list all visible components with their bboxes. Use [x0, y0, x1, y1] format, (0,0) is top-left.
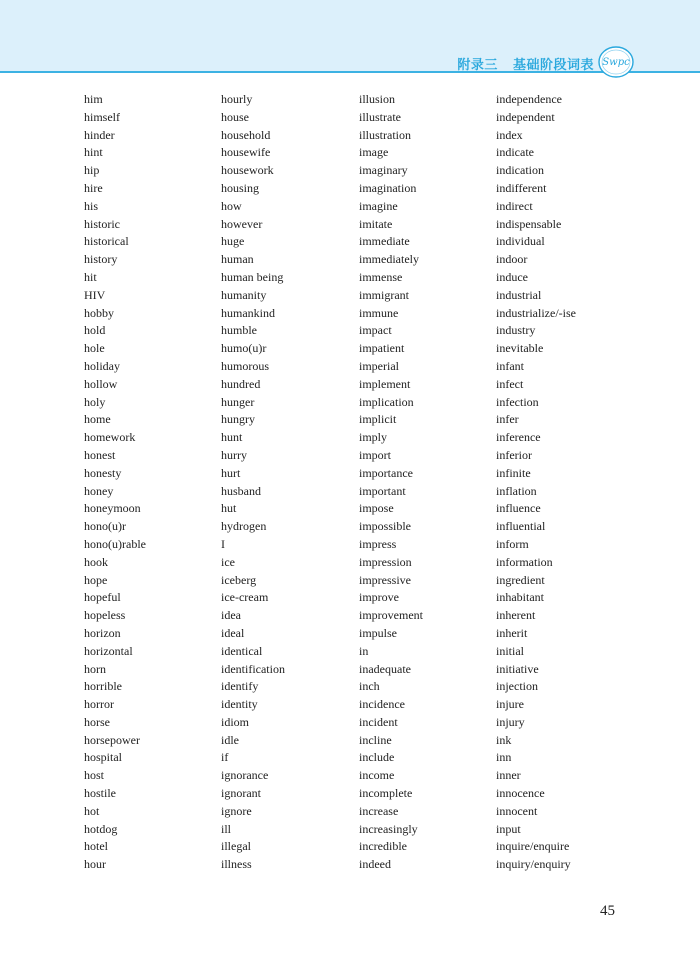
word-entry: indeed: [359, 857, 391, 872]
word-column-2: [221, 91, 285, 874]
word-entry: indispensable: [496, 216, 562, 231]
word-entry: human being: [221, 269, 284, 284]
word-entry: impact: [359, 323, 392, 338]
word-entry: hono(u)rable: [84, 536, 146, 551]
logo-text: Swpc: [602, 57, 630, 68]
word-entry: immediate: [359, 234, 410, 249]
word-entry: influential: [496, 519, 546, 534]
word-entry: identification: [221, 661, 285, 676]
word-entry: impatient: [359, 341, 405, 356]
word-entry: independent: [496, 109, 555, 124]
word-entry: humanity: [221, 287, 267, 302]
word-entry: industrialize/-ise: [496, 305, 576, 320]
word-entry: in: [359, 643, 369, 658]
word-entry: horn: [84, 661, 106, 676]
word-entry: horsepower: [84, 732, 140, 747]
word-entry: implication: [359, 394, 414, 409]
word-entry: ill: [221, 821, 232, 836]
word-entry: ignorance: [221, 768, 269, 783]
word-entry: include: [359, 750, 395, 765]
word-entry: impossible: [359, 519, 412, 534]
word-entry: incident: [359, 714, 398, 729]
word-entry: idea: [221, 608, 241, 623]
word-entry: industrial: [496, 287, 542, 302]
word-entry: hunt: [221, 430, 243, 445]
header-band: [0, 0, 700, 72]
word-entry: implicit: [359, 412, 397, 427]
word-entry: husband: [221, 483, 261, 498]
word-entry: hundred: [221, 376, 261, 391]
word-entry: immediately: [359, 252, 419, 267]
word-entry: inform: [496, 536, 529, 551]
word-entry: implement: [359, 376, 411, 391]
word-entry: humo(u)r: [221, 341, 267, 356]
word-entry: hungry: [221, 412, 255, 427]
word-entry: ideal: [221, 625, 245, 640]
word-entry: input: [496, 821, 521, 836]
word-entry: infant: [496, 358, 524, 373]
word-entry: hydrogen: [221, 519, 267, 534]
word-entry: home: [84, 412, 111, 427]
word-entry: inquiry/enquiry: [496, 857, 571, 872]
word-entry: honesty: [84, 465, 122, 480]
word-entry: idle: [221, 732, 239, 747]
publisher-logo: [597, 45, 635, 79]
word-entry: holiday: [84, 358, 120, 373]
word-entry: hip: [84, 163, 100, 178]
word-entry: hospital: [84, 750, 122, 765]
word-entry: honeymoon: [84, 501, 141, 516]
word-entry: importance: [359, 465, 413, 480]
word-entry: housework: [221, 163, 274, 178]
word-entry: impose: [359, 501, 394, 516]
word-entry: incomplete: [359, 786, 413, 801]
word-entry: huge: [221, 234, 245, 249]
word-entry: innocent: [496, 803, 538, 818]
word-entry: hope: [84, 572, 108, 587]
word-entry: housewife: [221, 145, 271, 160]
word-entry: induce: [496, 269, 528, 284]
word-entry: immense: [359, 269, 403, 284]
word-entry: image: [359, 145, 389, 160]
word-entry: imply: [359, 430, 388, 445]
word-entry: house: [221, 109, 249, 124]
word-entry: import: [359, 447, 391, 462]
word-entry: identical: [221, 643, 263, 658]
word-entry: impress: [359, 536, 397, 551]
word-entry: indicate: [496, 145, 534, 160]
word-entry: increase: [359, 803, 399, 818]
word-entry: hour: [84, 857, 106, 872]
word-entry: infection: [496, 394, 539, 409]
word-entry: hourly: [221, 92, 253, 106]
word-entry: indication: [496, 163, 544, 178]
word-entry: illustrate: [359, 109, 401, 124]
word-entry: increasingly: [359, 821, 418, 836]
word-entry: him: [84, 92, 103, 106]
word-entry: independence: [496, 92, 562, 106]
word-entry: inhabitant: [496, 590, 544, 605]
word-entry: indoor: [496, 252, 528, 267]
word-entry: incredible: [359, 839, 407, 854]
word-column-4: [496, 91, 576, 874]
word-entry: identify: [221, 679, 259, 694]
word-entry: innocence: [496, 786, 545, 801]
word-entry: hire: [84, 180, 103, 195]
word-entry: hollow: [84, 376, 118, 391]
word-entry: hopeless: [84, 608, 126, 623]
word-entry: immune: [359, 305, 399, 320]
word-entry: ignore: [221, 803, 252, 818]
word-entry: ink: [496, 732, 512, 747]
word-entry: inference: [496, 430, 541, 445]
word-entry: horrible: [84, 679, 122, 694]
word-entry: illusion: [359, 92, 396, 106]
word-entry: hinder: [84, 127, 115, 142]
section-title: 附录三 基础阶段词表: [457, 58, 594, 73]
word-entry: horse: [84, 714, 110, 729]
word-entry: infinite: [496, 465, 531, 480]
word-entry: infect: [496, 376, 524, 391]
word-entry: hurry: [221, 447, 247, 462]
word-entry: hurt: [221, 465, 241, 480]
word-entry: horizon: [84, 625, 121, 640]
word-entry: hobby: [84, 305, 114, 320]
word-entry: impressive: [359, 572, 411, 587]
word-entry: influence: [496, 501, 541, 516]
word-entry: inherent: [496, 608, 536, 623]
word-entry: hole: [84, 341, 105, 356]
word-entry: hot: [84, 803, 100, 818]
word-entry: humankind: [221, 305, 275, 320]
word-entry: injection: [496, 679, 538, 694]
word-entry: initiative: [496, 661, 539, 676]
word-entry: inevitable: [496, 341, 544, 356]
word-entry: honey: [84, 483, 114, 498]
word-entry: hopeful: [84, 590, 121, 605]
word-entry: inch: [359, 679, 380, 694]
word-entry: HIV: [84, 287, 106, 302]
word-entry: individual: [496, 234, 545, 249]
word-entry: imperial: [359, 358, 399, 373]
word-entry: historic: [84, 216, 120, 231]
word-entry: illustration: [359, 127, 411, 142]
word-entry: incline: [359, 732, 392, 747]
word-entry: inn: [496, 750, 512, 765]
word-entry: humorous: [221, 358, 269, 373]
word-entry: himself: [84, 109, 120, 124]
word-entry: incidence: [359, 697, 405, 712]
word-entry: imitate: [359, 216, 393, 231]
word-entry: infer: [496, 412, 519, 427]
word-entry: I: [221, 536, 225, 551]
header-rule: [0, 71, 700, 73]
word-entry: human: [221, 252, 254, 267]
word-entry: ignorant: [221, 786, 261, 801]
word-entry: indifferent: [496, 180, 547, 195]
word-entry: hono(u)r: [84, 519, 126, 534]
word-entry: identity: [221, 697, 258, 712]
word-entry: hut: [221, 501, 237, 516]
word-entry: imagination: [359, 180, 417, 195]
word-entry: impulse: [359, 625, 397, 640]
word-entry: impression: [359, 554, 412, 569]
word-entry: injure: [496, 697, 524, 712]
word-entry: imagine: [359, 198, 398, 213]
word-entry: hold: [84, 323, 106, 338]
word-entry: improvement: [359, 608, 423, 623]
word-column-1: [84, 91, 146, 874]
word-entry: hint: [84, 145, 103, 160]
word-entry: industry: [496, 323, 536, 338]
word-entry: injury: [496, 714, 525, 729]
word-entry: hook: [84, 554, 108, 569]
word-entry: his: [84, 198, 99, 213]
word-entry: ice: [221, 554, 235, 569]
word-entry: immigrant: [359, 287, 409, 302]
word-entry: index: [496, 127, 523, 142]
word-entry: inferior: [496, 447, 532, 462]
word-entry: inquire/enquire: [496, 839, 570, 854]
word-entry: historical: [84, 234, 129, 249]
word-column-3: [359, 91, 423, 874]
word-entry: hunger: [221, 394, 255, 409]
word-entry: homework: [84, 430, 136, 445]
word-entry: important: [359, 483, 406, 498]
word-entry: however: [221, 216, 263, 231]
word-entry: inadequate: [359, 661, 411, 676]
word-entry: hit: [84, 269, 97, 284]
word-entry: horror: [84, 697, 114, 712]
word-entry: how: [221, 198, 242, 213]
word-entry: honest: [84, 447, 116, 462]
word-entry: ingredient: [496, 572, 545, 587]
word-entry: hostile: [84, 786, 116, 801]
page-number: 45: [600, 903, 615, 919]
word-entry: improve: [359, 590, 399, 605]
word-entry: imaginary: [359, 163, 408, 178]
word-entry: inner: [496, 768, 521, 783]
word-entry: hotel: [84, 839, 108, 854]
word-entry: hotdog: [84, 821, 118, 836]
word-entry: host: [84, 768, 105, 783]
word-entry: income: [359, 768, 395, 783]
word-entry: information: [496, 554, 553, 569]
word-entry: idiom: [221, 714, 250, 729]
word-entry: illness: [221, 857, 252, 872]
word-entry: humble: [221, 323, 257, 338]
word-entry: housing: [221, 180, 260, 195]
word-entry: iceberg: [221, 572, 257, 587]
word-entry: ice-cream: [221, 590, 269, 605]
word-entry: initial: [496, 643, 524, 658]
word-entry: if: [221, 750, 229, 765]
word-entry: indirect: [496, 198, 533, 213]
word-entry: inflation: [496, 483, 537, 498]
word-entry: history: [84, 252, 118, 267]
word-entry: inherit: [496, 625, 528, 640]
word-entry: holy: [84, 394, 106, 409]
word-entry: illegal: [221, 839, 251, 854]
word-entry: horizontal: [84, 643, 133, 658]
word-entry: household: [221, 127, 271, 142]
